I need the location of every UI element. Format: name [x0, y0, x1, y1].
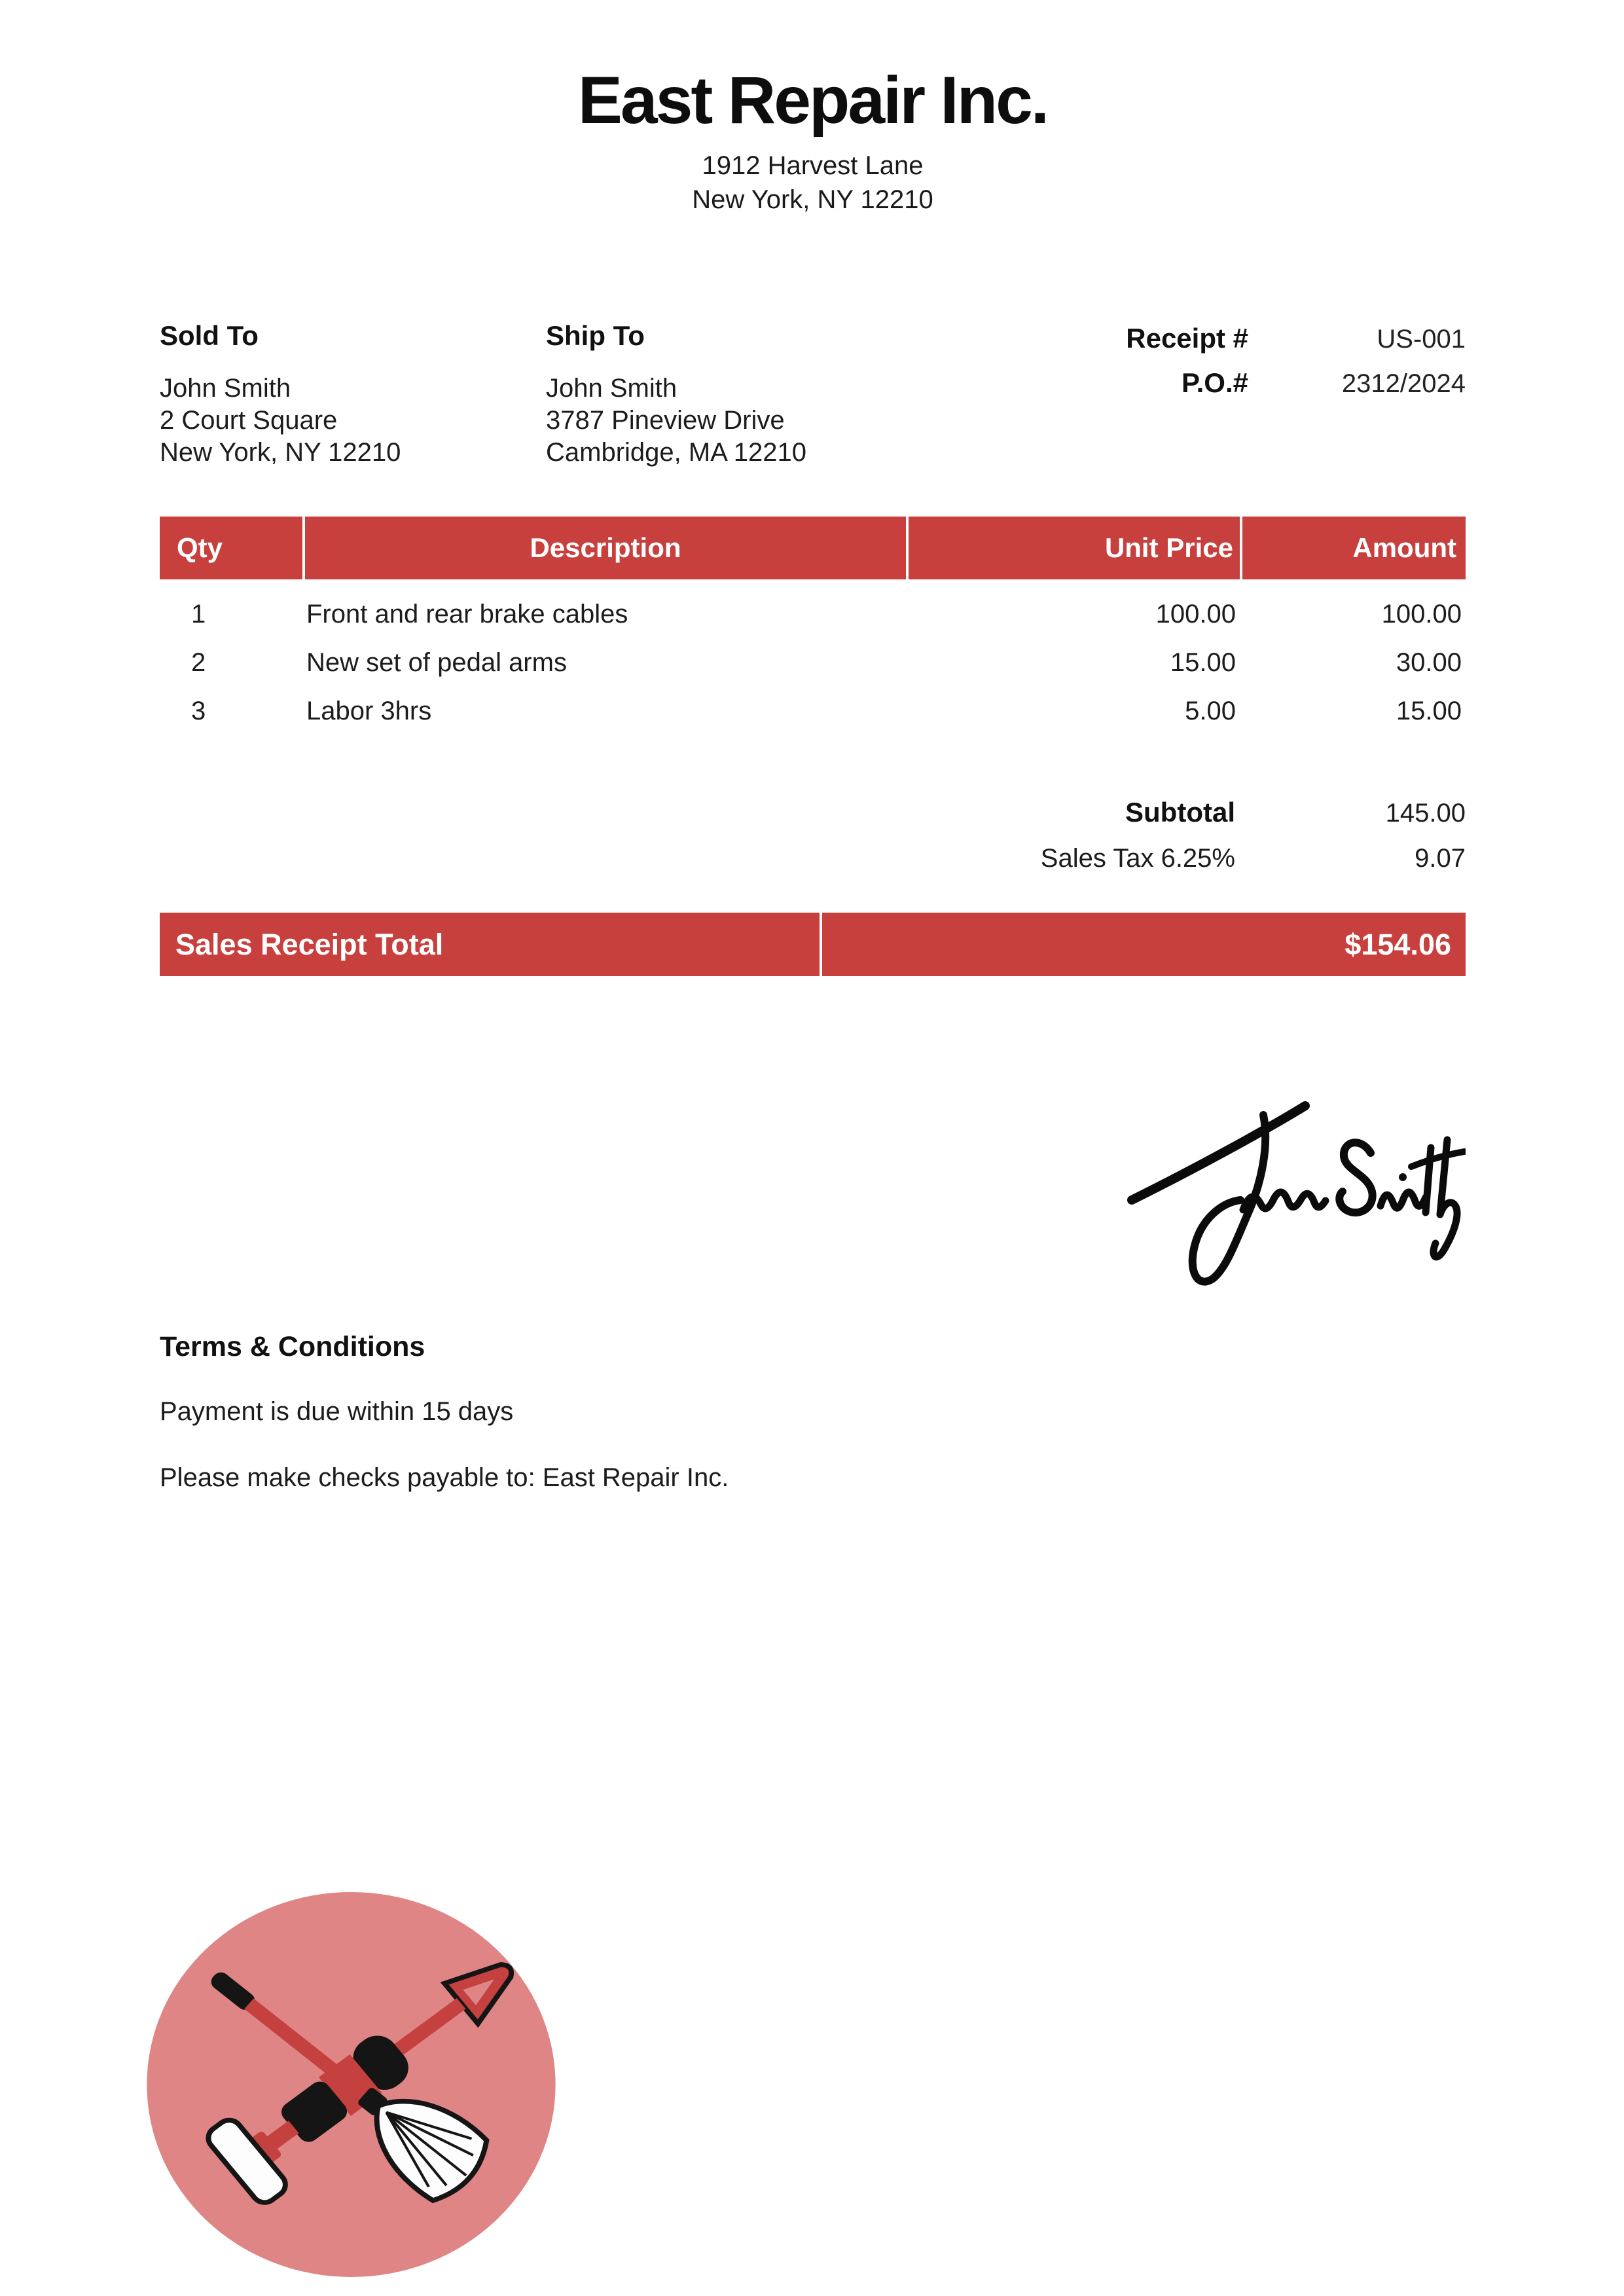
- receipt-header: [160, 0, 1466, 217]
- sold-to-block: [160, 320, 546, 468]
- company-address-line1: 1912 Harvest Lane: [702, 151, 924, 181]
- total-value-cell: [822, 913, 1466, 976]
- ship-to-label: Ship To: [546, 320, 645, 352]
- sales-tax-label: Sales Tax 6.25%: [1040, 844, 1235, 873]
- sold-to-city: New York, NY 12210: [160, 437, 401, 467]
- table-row: [160, 590, 1466, 638]
- receipt-content: [160, 0, 1466, 1493]
- parties-section: [160, 320, 1466, 468]
- header-qty: Qty: [160, 517, 302, 579]
- row-amount: 15.00: [1396, 696, 1462, 725]
- items-table: [160, 517, 1466, 735]
- receipt-meta-grid: [932, 323, 1466, 399]
- company-address-line2: New York, NY 12210: [692, 185, 933, 215]
- row-qty: 2: [191, 647, 206, 677]
- row-amount: 30.00: [1396, 647, 1462, 677]
- row-unit-price: 100.00: [1155, 599, 1236, 629]
- terms-line: Payment is due within 15 days: [160, 1397, 514, 1427]
- row-description: Labor 3hrs: [306, 696, 432, 725]
- ship-to-street: 3787 Pineview Drive: [546, 405, 785, 435]
- sold-to-label: Sold To: [160, 320, 259, 352]
- ship-to-city: Cambridge, MA 12210: [546, 437, 807, 467]
- row-qty: 3: [191, 696, 206, 725]
- table-row: [160, 638, 1466, 687]
- sold-to-name: John Smith: [160, 374, 291, 403]
- summary-section: [160, 797, 1466, 873]
- crossed-vacuum-and-broom-icon: [143, 1888, 560, 2281]
- signature-image: [1109, 1074, 1466, 1290]
- total-value: $154.06: [1344, 927, 1451, 961]
- ship-to-name: John Smith: [546, 374, 677, 403]
- terms-section: [160, 1331, 1466, 1493]
- items-table-body: [160, 579, 1466, 735]
- total-label-cell: [160, 913, 820, 976]
- row-description: Front and rear brake cables: [306, 599, 628, 629]
- receipt-number-value: US-001: [1377, 325, 1466, 354]
- company-name: East Repair Inc.: [577, 63, 1048, 137]
- po-number-label: P.O.#: [1182, 367, 1248, 399]
- receipt-number-label: Receipt #: [1126, 323, 1248, 354]
- table-row: [160, 687, 1466, 735]
- row-description: New set of pedal arms: [306, 647, 567, 677]
- header-amount: Amount: [1242, 517, 1466, 579]
- terms-heading: Terms & Conditions: [160, 1331, 425, 1363]
- terms-line: Please make checks payable to: East Repair Inc.: [160, 1463, 729, 1493]
- items-table-header: [160, 517, 1466, 579]
- header-unit-price: Unit Price: [909, 517, 1240, 579]
- row-amount: 100.00: [1381, 599, 1462, 629]
- subtotal-value: 145.00: [1385, 799, 1466, 828]
- sales-receipt-total-bar: [160, 913, 1466, 976]
- row-unit-price: 5.00: [1185, 696, 1236, 725]
- total-label: Sales Receipt Total: [175, 927, 444, 961]
- ship-to-block: [546, 320, 932, 468]
- company-address: [160, 149, 1466, 217]
- subtotal-label: Subtotal: [1125, 797, 1235, 828]
- receipt-meta-block: [932, 320, 1466, 468]
- row-qty: 1: [191, 599, 206, 629]
- sales-tax-value: 9.07: [1415, 844, 1466, 873]
- sold-to-street: 2 Court Square: [160, 405, 338, 435]
- row-unit-price: 15.00: [1170, 647, 1236, 677]
- header-description: Description: [305, 517, 906, 579]
- logo-svg: [143, 1888, 560, 2281]
- signature-svg: [1109, 1074, 1466, 1290]
- po-number-value: 2312/2024: [1341, 369, 1466, 399]
